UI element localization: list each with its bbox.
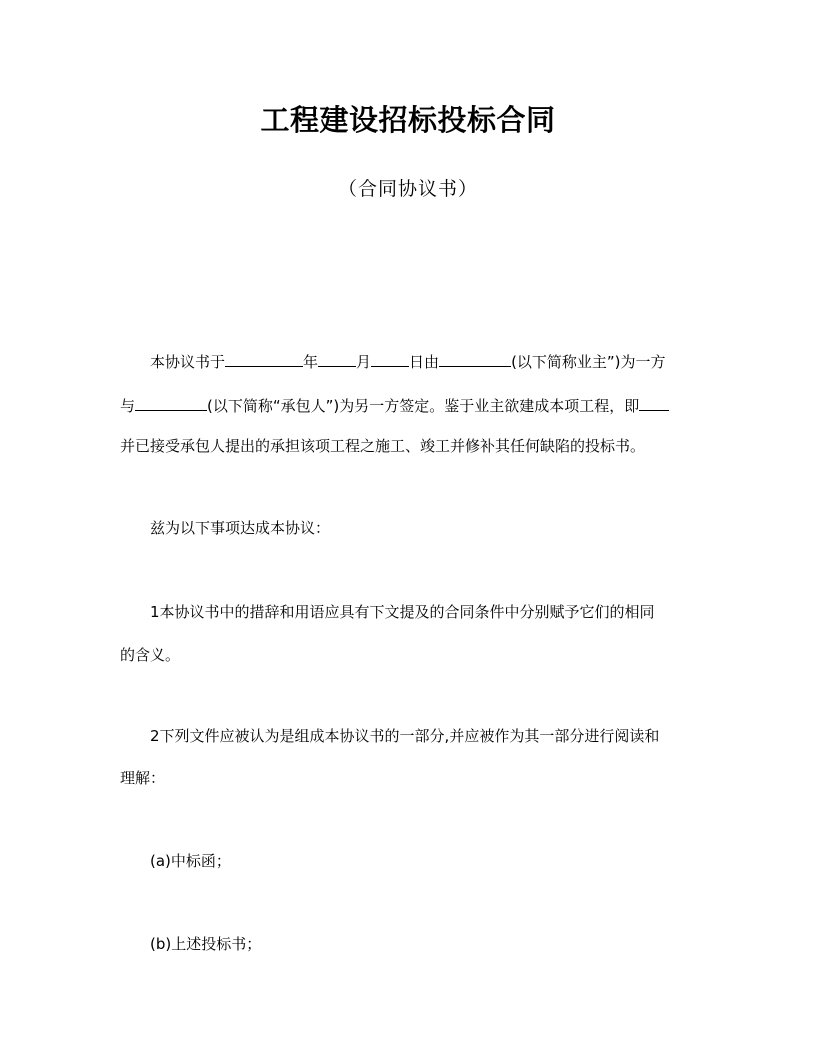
text-fragment: 日由	[409, 353, 440, 371]
text-fragment: (以下简称“承包人”)为另一方签定。鉴于业主欲建成本项工程，即	[207, 397, 640, 415]
list-item-a: (a)中标函；	[150, 852, 231, 870]
paragraph-3-line-2: 的含义。	[120, 646, 181, 664]
text-fragment: (以下简称业主”)为一方	[511, 353, 666, 371]
blank-line	[439, 352, 511, 367]
text-fragment: 与	[120, 397, 136, 415]
text-fragment: 月	[356, 353, 372, 371]
blank-line	[639, 396, 669, 411]
blank-line	[318, 352, 356, 367]
blank-line	[135, 396, 207, 411]
text-fragment: 本协议书于	[150, 353, 226, 371]
paragraph-1-line-1	[150, 352, 730, 372]
paragraph-1-line-2	[120, 396, 700, 416]
list-item-b: (b)上述投标书；	[150, 935, 262, 953]
document-title: 工程建设招标投标合同	[260, 103, 556, 137]
paragraph-3-line-1: 1本协议书中的措辞和用语应具有下文提及的合同条件中分别赋予它们的相同	[150, 603, 655, 621]
blank-line	[225, 352, 303, 367]
blank-line	[371, 352, 409, 367]
text-fragment: 年	[303, 353, 319, 371]
paragraph-1-line-3: 并已接受承包人提出的承担该项工程之施工、竣工并修补其任何缺陷的投标书。	[120, 437, 646, 455]
paragraph-4-line-2: 理解：	[120, 769, 166, 787]
paragraph-4-line-1: 2下列文件应被认为是组成本协议书的一部分,并应被作为其一部分进行阅读和	[150, 727, 660, 745]
paragraph-2: 兹为以下事项达成本协议：	[150, 519, 331, 537]
document-subtitle: （合同协议书）	[337, 178, 478, 200]
